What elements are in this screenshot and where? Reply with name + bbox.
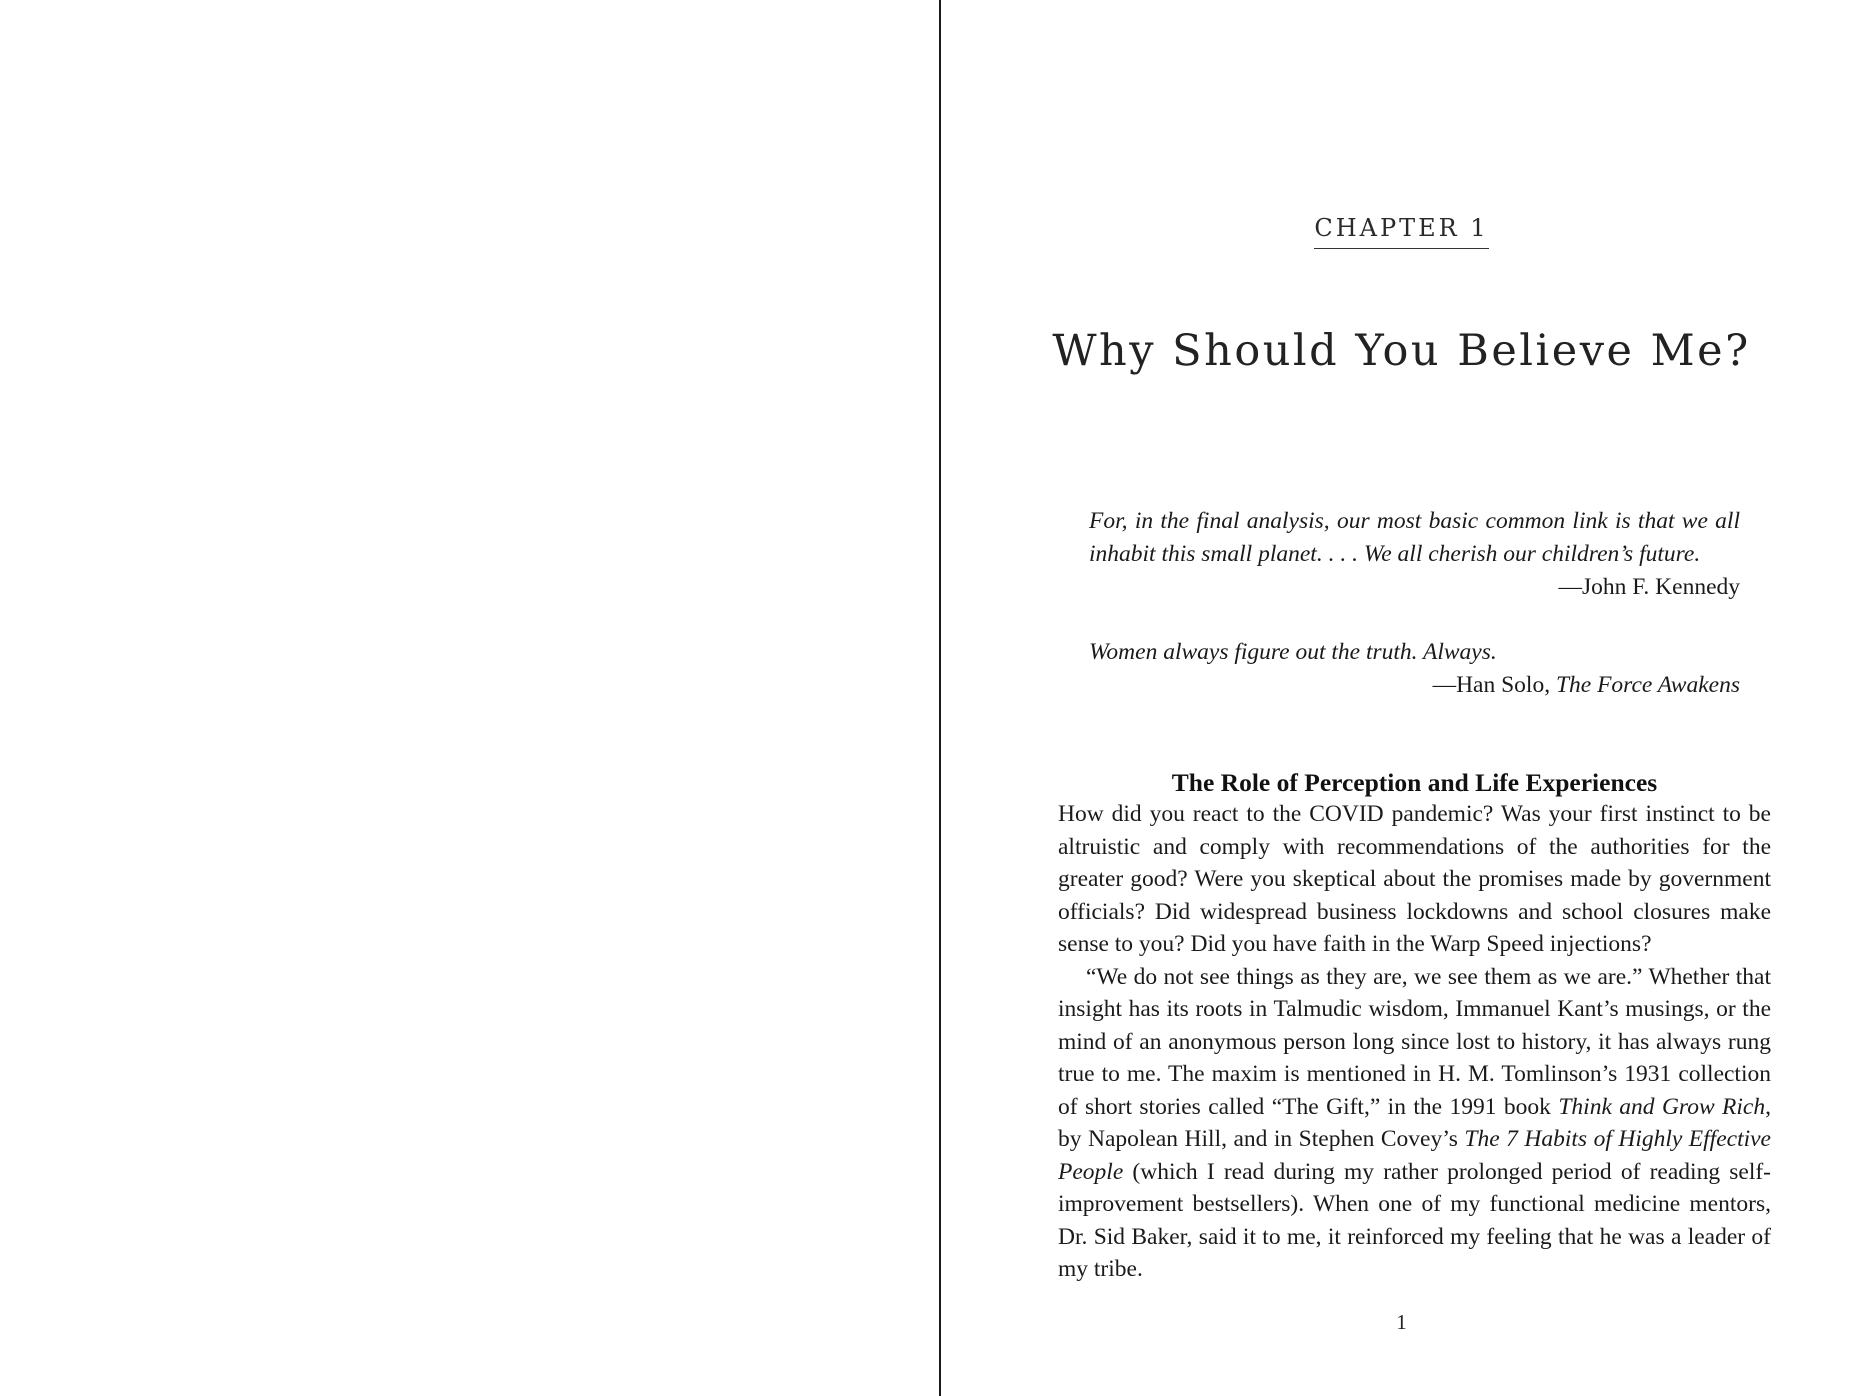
epigraph-quote: Women always figure out the truth. Always. (1089, 639, 1497, 665)
paragraph-text: “We do not see things as they are, we see them as we are.” Whether that insight has its roots in Talmudic wisdom, Immanuel Kant’s musings, or the mind of an anonymous person long since lost to history, it has always rung true to me. The maxim is mentioned in H. M. Tomlinson’s 1931 collection of short stories called “The Gift,” in the 1991 book (1058, 963, 1771, 1120)
body-paragraph: How did you react to the COVID pandemic? Was your first instinct to be altruistic and comply with recommendations of the authorities for the greater good? Were you skeptical about the promises made by government officials? Did widespread business lockdowns and school closures make sense to you? Did you have faith in the Warp Speed injections? (1058, 801, 1771, 957)
chapter-label (941, 214, 1862, 249)
book-title: The 7 Habits of Highly Effective People (1058, 1126, 1771, 1185)
chapter-title: Why Should You Believe Me? (1052, 326, 1751, 376)
book-title: Think and Grow Rich (1558, 1093, 1766, 1120)
epigraphs (1089, 505, 1740, 734)
epigraph-attribution (1089, 669, 1740, 702)
epigraph-attribution (1089, 571, 1740, 604)
epigraph-quote: For, in the final analysis, our most basic common link is that we all inhabit this small planet. . . . We all cherish our children’s future. (1089, 508, 1740, 567)
right-page (941, 0, 1862, 1396)
epigraph (1089, 636, 1740, 702)
chapter-label-text: CHAPTER 1 (1314, 214, 1488, 249)
paragraph-text: (which I read during my rather prolonged period of reading self-improvement bestsellers). When one of my functional medicine mentors, Dr. Sid Baker, said it to me, it reinforced my feeling that he was a leader of my tribe. (1058, 1158, 1771, 1282)
page-number: 1 (1396, 1310, 1407, 1334)
epigraph-attribution-author: —John F. Kennedy (1558, 574, 1740, 600)
epigraph-attribution-author: —Han Solo, (1432, 672, 1556, 698)
body-paragraph (1058, 961, 1771, 1286)
paragraph-text: , by Napolean Hill, and in Stephen Covey’s (1058, 1093, 1771, 1152)
epigraph (1089, 505, 1740, 604)
body-text (1058, 798, 1771, 1286)
section-heading: The Role of Perception and Life Experiences (1171, 768, 1658, 797)
epigraph-attribution-work: The Force Awakens (1555, 672, 1740, 698)
